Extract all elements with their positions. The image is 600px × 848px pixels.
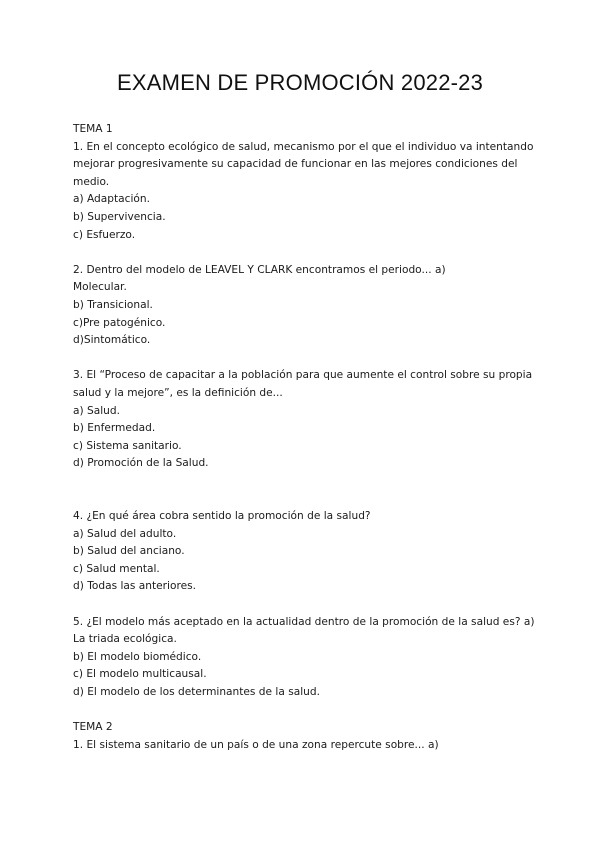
question-3 — [73, 367, 533, 473]
spacer — [73, 350, 533, 368]
spacer — [73, 702, 533, 720]
answer-option: b) Salud del anciano. — [73, 545, 185, 558]
question-text: 4. ¿En qué área cobra sentido la promoción de la salud? — [73, 510, 371, 523]
answer-option: c)Pre patogénico. — [73, 316, 166, 329]
question-text: La triada ecológica. — [73, 633, 177, 646]
section-heading-tema-1: TEMA 1 — [73, 123, 113, 135]
question-text: 1. En el concepto ecológico de salud, mecanismo por el que el individuo va intentando — [73, 140, 534, 153]
answer-option: b) Transicional. — [73, 298, 153, 311]
spacer — [73, 596, 533, 614]
question-4 — [73, 508, 533, 596]
document-body — [73, 121, 533, 754]
answer-option: d)Sintomático. — [73, 334, 151, 347]
question-text: 3. El “Proceso de capacitar a la población para que aumente el control sobre su propia — [73, 369, 533, 382]
spacer — [73, 244, 533, 262]
question-text: Molecular. — [73, 281, 127, 294]
question-text: salud y la mejore”, es la definición de... — [73, 386, 283, 399]
answer-option: c) Esfuerzo. — [73, 228, 136, 241]
question-1 — [73, 139, 533, 245]
answer-option: a) Salud del adulto. — [73, 527, 177, 540]
question-text: mejorar progresivamente su capacidad de funcionar en las mejores condiciones del — [73, 158, 518, 171]
question-text: 2. Dentro del modelo de LEAVEL Y CLARK encontramos el periodo... a) — [73, 263, 446, 276]
question-5 — [73, 614, 533, 702]
question-text: medio. — [73, 175, 110, 188]
answer-option: b) Supervivencia. — [73, 210, 166, 223]
answer-option: d) Todas las anteriores. — [73, 580, 196, 593]
answer-option: d) El modelo de los determinantes de la salud. — [73, 686, 320, 698]
document-title: EXAMEN DE PROMOCIÓN 2022-23 — [116, 70, 484, 95]
answer-option: d) Promoción de la Salud. — [73, 457, 209, 470]
section-heading-tema-2: TEMA 2 — [73, 721, 113, 734]
answer-option: b) Enfermedad. — [73, 422, 156, 435]
answer-option: c) Sistema sanitario. — [73, 439, 182, 452]
question-2-1 — [73, 737, 533, 755]
question-2 — [73, 262, 533, 350]
answer-option: a) Salud. — [73, 404, 120, 417]
answer-option: a) Adaptación. — [73, 193, 150, 206]
spacer — [73, 473, 533, 508]
answer-option: b) El modelo biomédico. — [73, 650, 202, 663]
question-text: 1. El sistema sanitario de un país o de una zona repercute sobre... a) — [73, 738, 439, 751]
answer-option: c) El modelo multicausal. — [73, 668, 207, 681]
answer-option: c) Salud mental. — [73, 562, 160, 575]
question-text: 5. ¿El modelo más aceptado en la actualidad dentro de la promoción de la salud es? a) — [73, 615, 535, 628]
